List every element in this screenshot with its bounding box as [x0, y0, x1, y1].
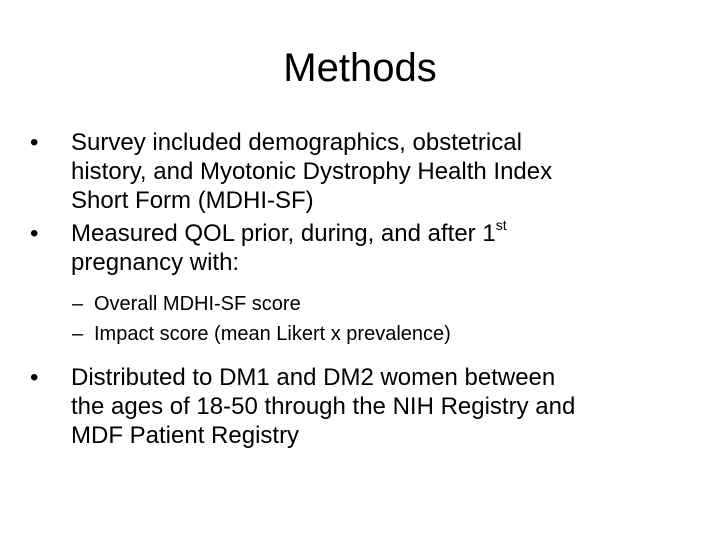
sub-bullet-list: [30, 289, 680, 349]
slide-body: [30, 128, 680, 454]
bullet-line: MDF Patient Registry: [71, 422, 300, 449]
bullet-marker: •: [30, 364, 39, 391]
sub-bullet-text: Impact score (mean Likert x prevalence): [94, 323, 451, 345]
bullet-survey: [30, 128, 680, 215]
sub-bullet-marker: –: [72, 293, 84, 315]
sub-bullet-text: Overall MDHI-SF score: [94, 293, 301, 315]
bullet-marker: •: [30, 220, 39, 247]
superscript-ordinal: st: [495, 217, 507, 233]
bullet-line: Distributed to DM1 and DM2 women between: [71, 364, 556, 391]
bullet-line: [71, 219, 680, 248]
bullet-line: history, and Myotonic Dystrophy Health Index: [71, 158, 553, 185]
sub-bullet-overall-score: [30, 289, 680, 319]
bullet-line-text: Measured QOL prior, during, and after 1: [71, 220, 496, 247]
sub-bullet-impact-score: [30, 319, 680, 349]
slide-title: Methods: [283, 46, 437, 90]
bullet-measured: [30, 219, 680, 277]
bullet-line: the ages of 18-50 through the NIH Registry and: [71, 393, 576, 420]
bullet-distributed: [30, 363, 680, 450]
bullet-line: pregnancy with:: [71, 249, 240, 276]
bullet-marker: •: [30, 129, 39, 156]
sub-bullet-marker: –: [72, 323, 84, 345]
bullet-line: Short Form (MDHI-SF): [71, 187, 314, 214]
bullet-line: Survey included demographics, obstetrical: [71, 129, 522, 156]
